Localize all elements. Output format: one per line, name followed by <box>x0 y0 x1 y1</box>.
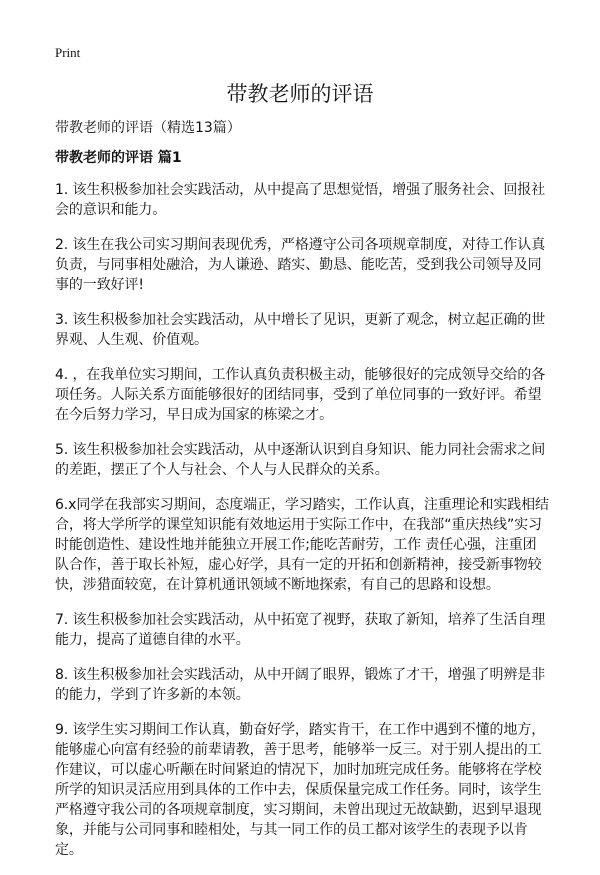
paragraph: 4. ，在我单位实习期间，工作认真负责积极主动，能够很好的完成领导交给的各项任务。人际关系方面能够很好的团结同事，受到了单位同事的一致好评。希望在今后努力学习，早日成为国家的栋梁之才。 <box>55 367 546 423</box>
paragraph: 9. 该学生实习期间工作认真，勤奋好学，踏实肯干，在工作中遇到不懂的地方，能够虚心向富有经验的前辈请教，善于思考，能够举一反三。对于别人提出的工作建议，可以虚心听颟在时间紧迫的情况下，加时加班完成任务。能够将在学校所学的知识灵活应用到具体的工作中去，保质保量完成工作任务。同时，该学生严格遵守我公司的各项规章制度，实习期间，未曾出现过无故缺勤，迟到早退现象，并能与公司同事和睦相处，与其一同工作的员工都对该学生的表现予以肯定。 <box>55 722 546 858</box>
paragraph: 5. 该生积极参加社会实践活动，从中逐渐认识到自身知识、能力同社会需求之间的差距，摆正了个人与社会、个人与人民群众的关系。 <box>55 442 546 478</box>
document-body <box>55 118 549 875</box>
paragraph: 7. 该生积极参加社会实践活动，从中拓宽了视野，获取了新知，培养了生活自理能力，提高了道德自律的水平。 <box>55 612 546 648</box>
paragraph: 8. 该生积极参加社会实践活动，从中开阔了眼界，锻炼了才干，增强了明辨是非的能力，学到了许多新的本领。 <box>55 667 546 703</box>
page-title: 带教老师的评语 <box>226 82 374 106</box>
document-subtitle: 带教老师的评语（精选13篇） <box>55 120 241 136</box>
paragraph: 3. 该生积极参加社会实践活动，从中增长了见识，更新了观念，树立起正确的世界观、人生观、价值观。 <box>55 312 546 348</box>
paragraph: 1. 该生积极参加社会实践活动，从中提高了思想觉悟，增强了服务社会、回报社会的意识和能力。 <box>55 182 546 218</box>
print-link[interactable]: Print <box>55 45 81 60</box>
section-heading: 带教老师的评语 篇1 <box>55 150 182 166</box>
paragraph: 2. 该生在我公司实习期间表现优秀，严格遵守公司各项规章制度，对待工作认真负责，与同事相处融洽，为人谦逊、踏实、勤恳、能吃苦，受到我公司领导及同事的一致好评! <box>55 237 546 293</box>
paragraph: 6.x同学在我部实习期间，态度端正，学习踏实，工作认真，注重理论和实践相结合，将大学所学的课堂知识能有效地运用于实际工作中，在我部“重庆热线”实习时能创造性、建设性地并能独立开展工作;能吃苦耐劳，工作 责任心强，注重团队合作，善于取长补短，虚心好学，具有一定的开拓和创新精神，接受新事物较快，涉猎面较宽，在计算机通讯领域不断地探索，有自己的思路和设想。 <box>55 497 549 593</box>
